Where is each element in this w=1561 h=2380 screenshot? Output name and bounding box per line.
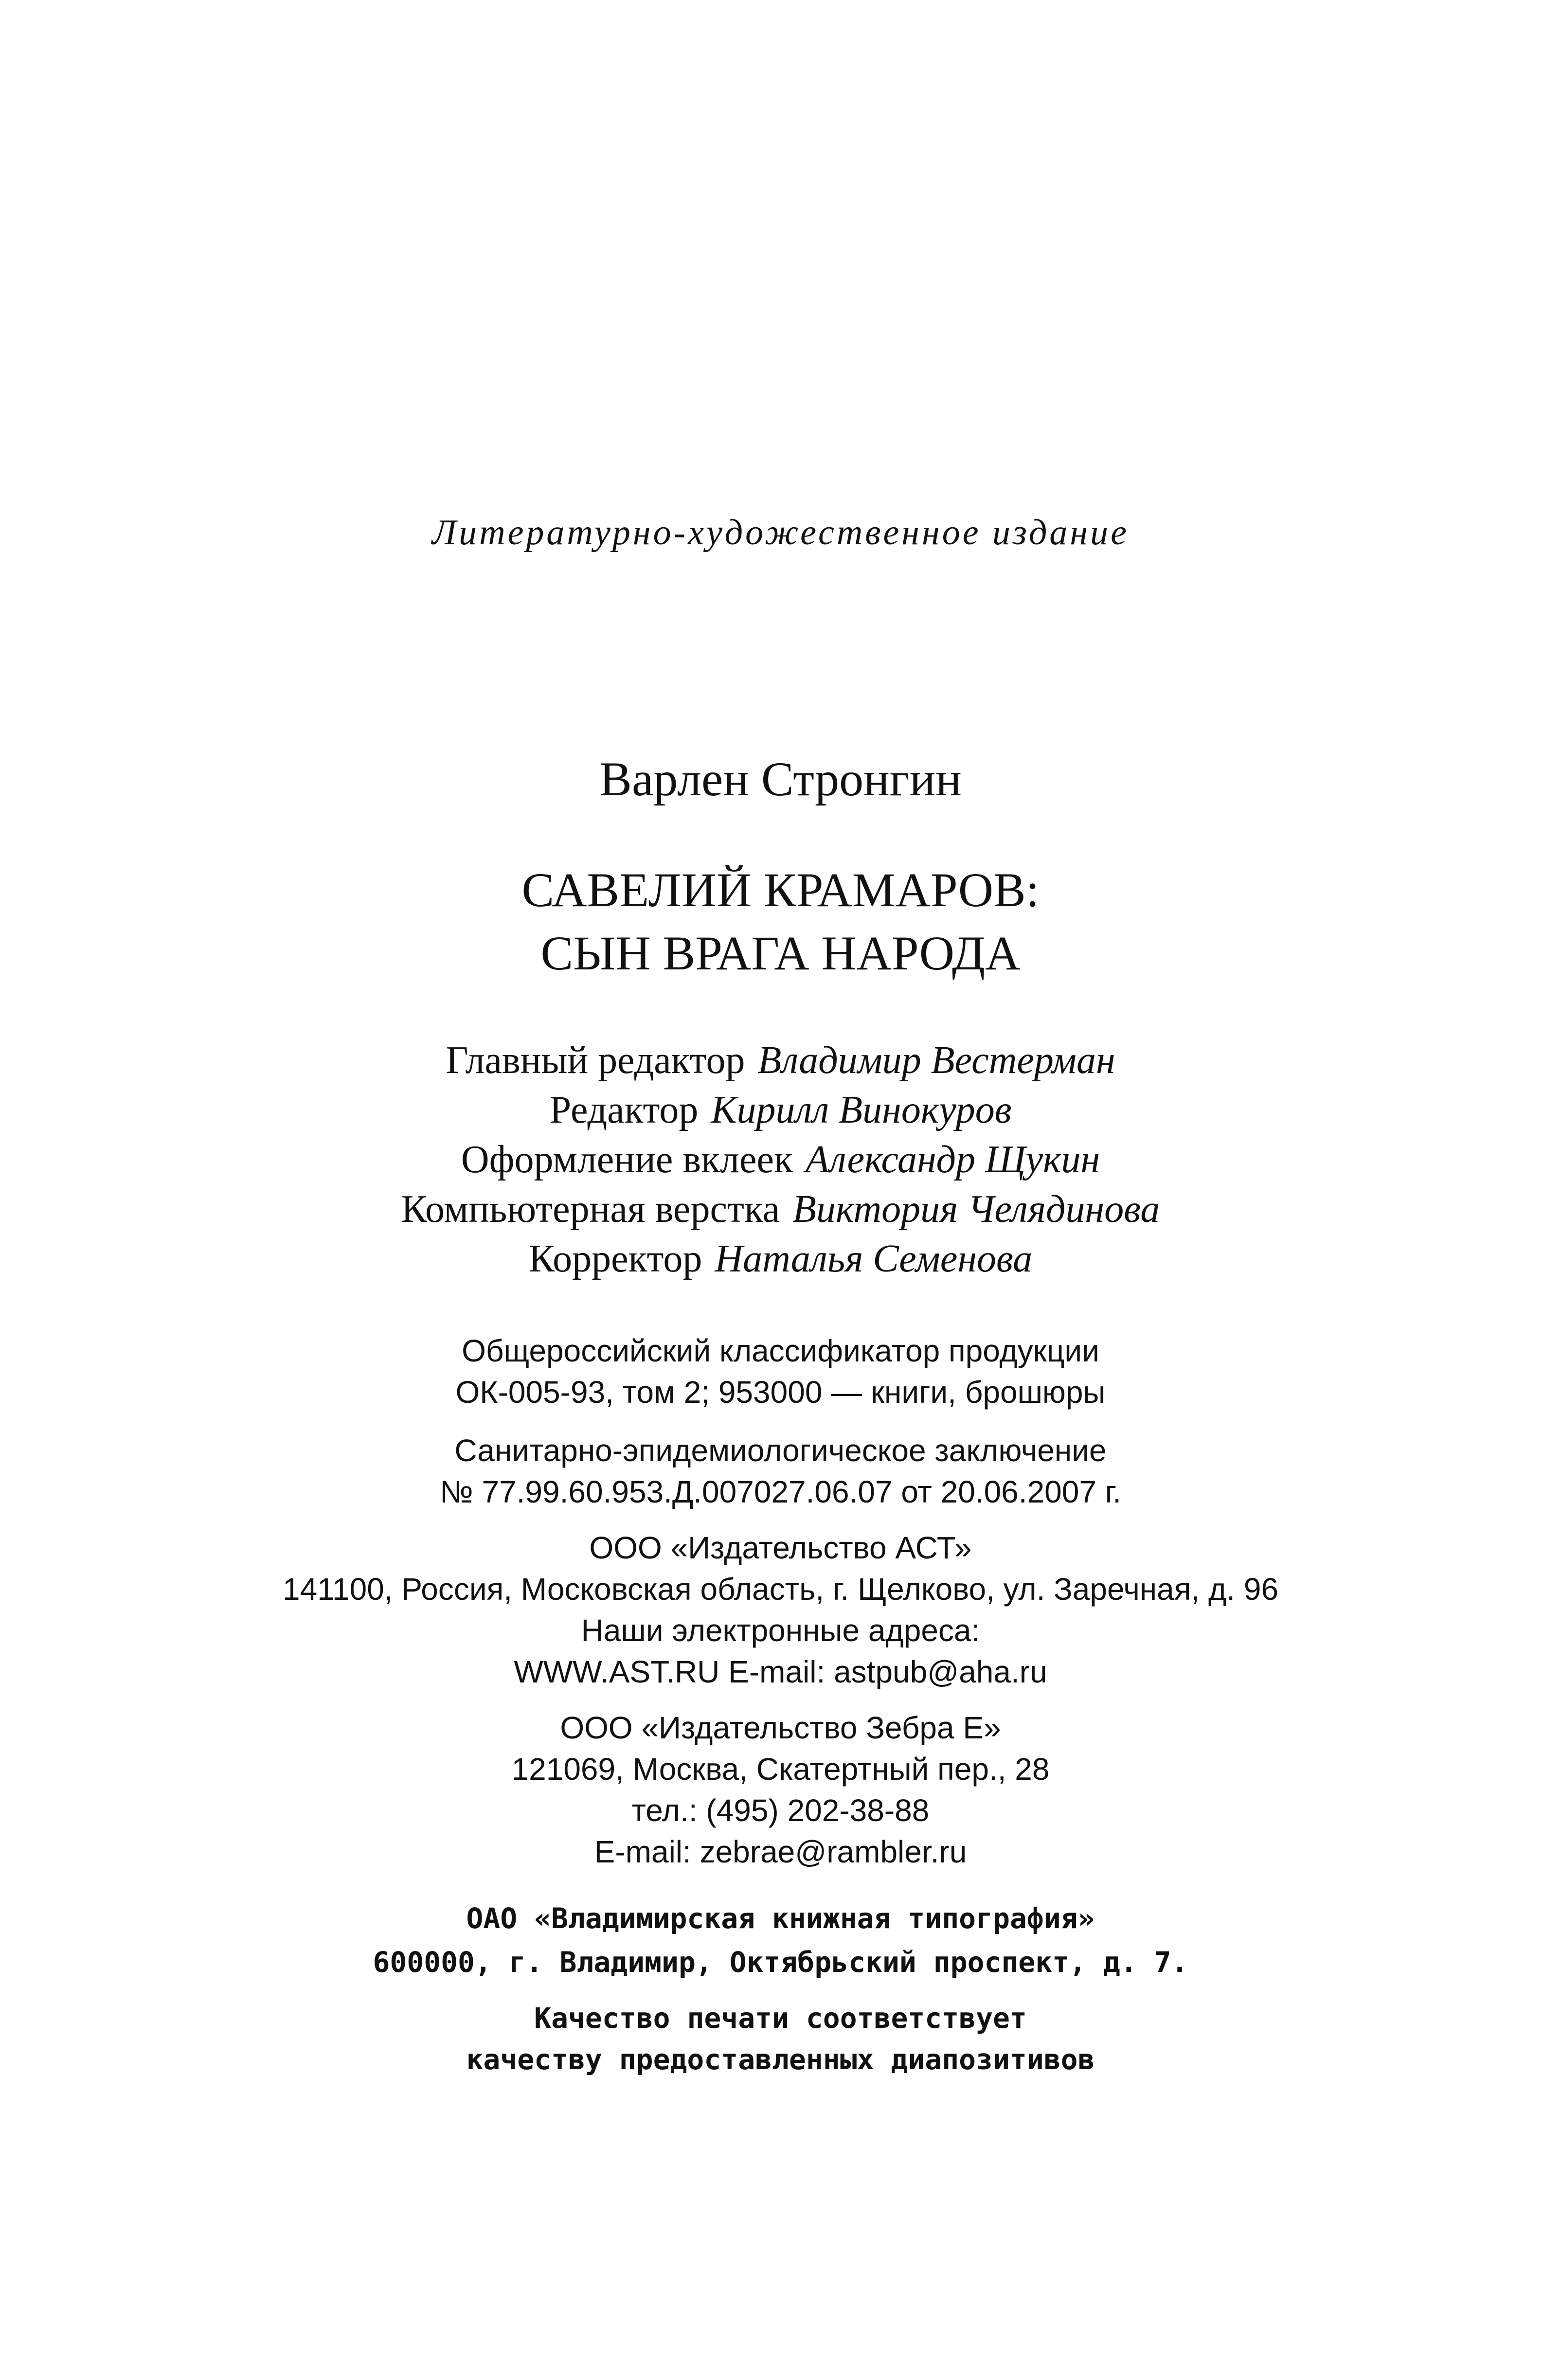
credit-chief-editor [0, 1041, 1561, 1080]
credit-layout [0, 1190, 1561, 1229]
publisher-zebra-address: 121069, Москва, Скатертный пер., 28 [511, 1752, 1050, 1787]
printer-name: ОАО «Владимирская книжная типография» [466, 1902, 1095, 1935]
book-title-line-1: САВЕЛИЙ КРАМАРОВ: [521, 863, 1040, 917]
author-name: Варлен Стронгин [599, 752, 962, 806]
publisher-zebra-phone: тел.: (495) 202-38-88 [631, 1793, 930, 1828]
credit-person: Владимир Вестерман [757, 1039, 1115, 1082]
credit-proofreader [0, 1239, 1561, 1278]
book-title-line-2: СЫН ВРАГА НАРОДА [540, 926, 1021, 980]
sanitary-line-2: № 77.99.60.953.Д.007027.06.07 от 20.06.2007 г. [440, 1474, 1121, 1509]
publisher-ast-web: WWW.AST.RU E-mail: astpub@aha.ru [514, 1654, 1047, 1689]
credit-person: Виктория Челядинова [792, 1188, 1160, 1231]
classifier-line-1: Общероссийский классификатор продукции [462, 1333, 1099, 1368]
publisher-zebra-name: ООО «Издательство Зебра Е» [560, 1710, 1001, 1745]
credit-insert-design [0, 1140, 1561, 1179]
publisher-zebra-email: E-mail: zebrae@rambler.ru [594, 1834, 967, 1869]
printer-address: 600000, г. Владимир, Октябрьский проспект, д. 7. [373, 1946, 1188, 1979]
publisher-ast-name: ООО «Издательство АСТ» [589, 1530, 972, 1565]
series-label: Литературно-художественное издание [432, 513, 1129, 553]
credit-person: Александр Щукин [805, 1138, 1100, 1181]
credit-person: Кирилл Винокуров [711, 1089, 1012, 1131]
classifier-line-2: ОК-005-93, том 2; 953000 — книги, брошюры [455, 1375, 1106, 1410]
publisher-ast-web-label: Наши электронные адреса: [581, 1613, 980, 1648]
quality-line-1: Качество печати соответствует [534, 2002, 1027, 2035]
credit-role: Компьютерная верстка [401, 1188, 780, 1231]
publisher-ast-address: 141100, Россия, Московская область, г. Щелково, ул. Заречная, д. 96 [282, 1572, 1279, 1607]
credit-person: Наталья Семенова [715, 1237, 1033, 1280]
credit-role: Редактор [549, 1089, 699, 1131]
quality-line-2: качеству предоставленных диапозитивов [466, 2043, 1095, 2076]
credit-editor [0, 1091, 1561, 1129]
credit-role: Оформление вклеек [461, 1138, 793, 1181]
sanitary-line-1: Санитарно-эпидемиологическое заключение [454, 1433, 1107, 1468]
credit-role: Главный редактор [446, 1039, 745, 1082]
credit-role: Корректор [528, 1237, 702, 1280]
